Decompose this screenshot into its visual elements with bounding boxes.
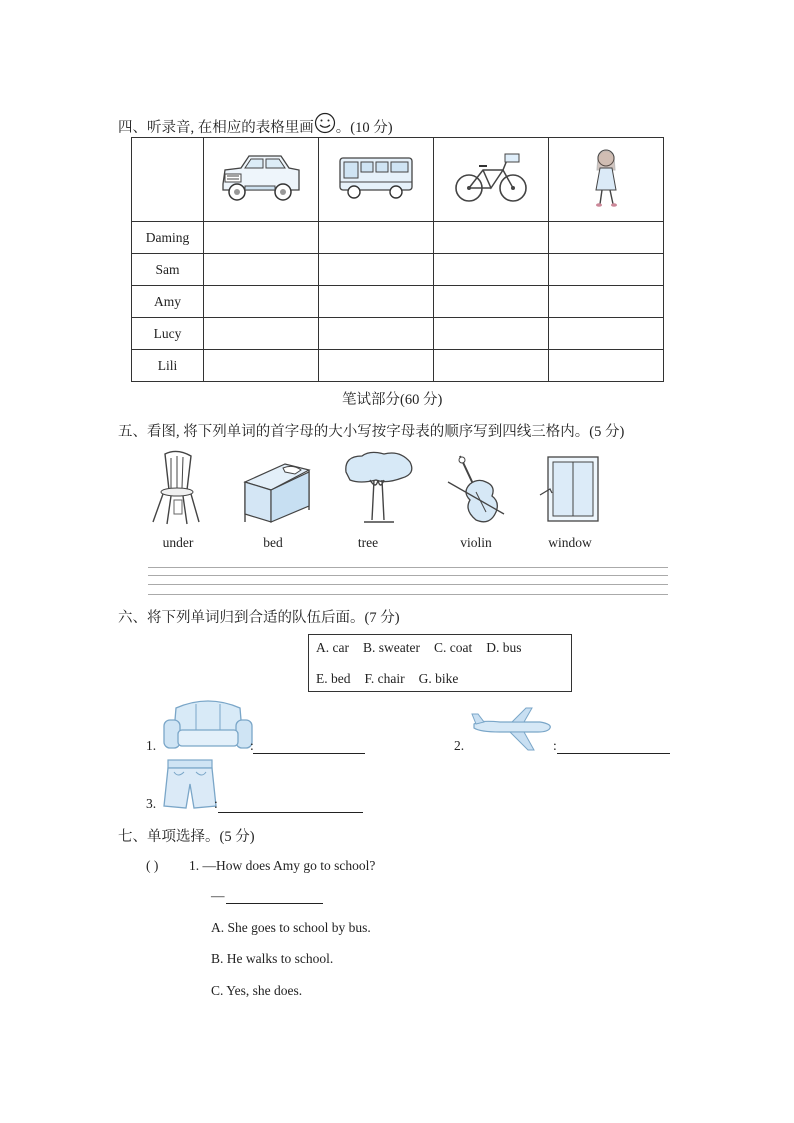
answer-cell[interactable] [204,254,319,286]
answer-cell[interactable] [319,222,434,254]
option-item: E. bed [316,671,351,686]
answer-cell[interactable] [434,286,549,318]
colon: : [250,738,254,753]
options-row [316,640,535,656]
word-label: bed [263,535,283,550]
tree-icon [340,450,416,531]
table-row [132,286,664,318]
student-name: Lili [132,350,204,382]
answer-cell[interactable] [319,286,434,318]
answer-cell[interactable] [549,222,664,254]
student-name: Daming [132,222,204,254]
table-row [132,350,664,382]
answer-cell[interactable] [434,350,549,382]
four-line-grid-line [148,584,668,585]
sofa-icon [162,698,254,759]
option-item: C. coat [433,640,473,655]
choice-c: C. Yes, she does. [211,983,303,998]
student-name: Lucy [132,318,204,350]
table-row [132,222,664,254]
answer-cell[interactable] [549,286,664,318]
picture-row [132,138,664,222]
answer-cell[interactable] [204,350,319,382]
table-row [132,318,664,350]
four-line-grid-line [148,594,668,595]
answer-blank-3[interactable] [218,812,363,813]
shorts-icon [162,758,218,817]
picture-cell [204,138,319,222]
section4-heading [118,112,393,139]
section4-title: 四、听录音, 在相应的表格里画 [118,120,314,136]
section7-title: 七、单项选择。(5 分) [118,829,255,845]
four-line-grid-line [148,567,668,568]
choice-b: B. He walks to school. [211,951,334,966]
smiley-face-icon [314,112,336,139]
question-text: 1. —How does Amy go to school? [189,858,376,873]
answer-cell[interactable] [434,254,549,286]
bed-icon [239,460,315,531]
picture-cell [434,138,549,222]
answer-cell[interactable] [549,254,664,286]
written-part-heading: 笔试部分(60 分) [342,392,443,408]
picture-cell [549,138,664,222]
four-line-grid-line [148,575,668,576]
answer-cell[interactable] [549,318,664,350]
item-number: 2. [454,738,465,753]
answer-cell[interactable] [549,350,664,382]
answer-blank-2[interactable] [557,753,670,754]
listening-table [131,137,664,382]
student-name: Amy [132,286,204,318]
response-dash: — [211,888,225,903]
answer-cell[interactable] [204,222,319,254]
bicycle-icon [453,192,529,207]
answer-cell[interactable] [319,318,434,350]
word-options-box [308,634,572,692]
item-number: 1. [146,738,157,753]
answer-cell[interactable] [319,254,434,286]
bus-icon [336,190,416,205]
answer-cell[interactable] [204,318,319,350]
option-item: B. sweater [362,640,420,655]
word-label: tree [357,535,379,550]
window-icon [538,455,600,528]
girl-walking-icon [591,198,621,213]
answer-blank-1[interactable] [253,753,365,754]
word-label: violin [460,535,492,550]
option-item: A. car [316,640,349,655]
word-label: window [548,535,592,550]
student-name: Sam [132,254,204,286]
choice-a: A. She goes to school by bus. [211,920,371,935]
car-icon [219,194,303,209]
answer-cell[interactable] [434,318,549,350]
section6-title: 六、将下列单词归到合适的队伍后面。(7 分) [118,610,400,626]
response-blank[interactable] [226,903,323,904]
word-label: under [162,535,194,550]
chair-icon [147,450,205,531]
item-number: 3. [146,796,157,811]
answer-cell[interactable] [204,286,319,318]
answer-cell[interactable] [434,222,549,254]
colon: : [553,738,557,753]
picture-cell [319,138,434,222]
options-row [316,671,472,687]
option-item: F. chair [364,671,405,686]
colon: : [214,796,218,811]
option-item: G. bike [418,671,459,686]
blank-corner-cell [132,138,204,222]
option-item: D. bus [486,640,522,655]
answer-parentheses[interactable]: ( ) [146,858,159,873]
answer-cell[interactable] [319,350,434,382]
violin-icon [446,452,506,531]
section4-score: 。(10 分) [335,120,393,136]
table-row [132,254,664,286]
section5-title: 五、看图, 将下列单词的首字母的大小写按字母表的顺序写到四线三格内。(5 分) [118,424,625,440]
airplane-icon [470,704,554,759]
